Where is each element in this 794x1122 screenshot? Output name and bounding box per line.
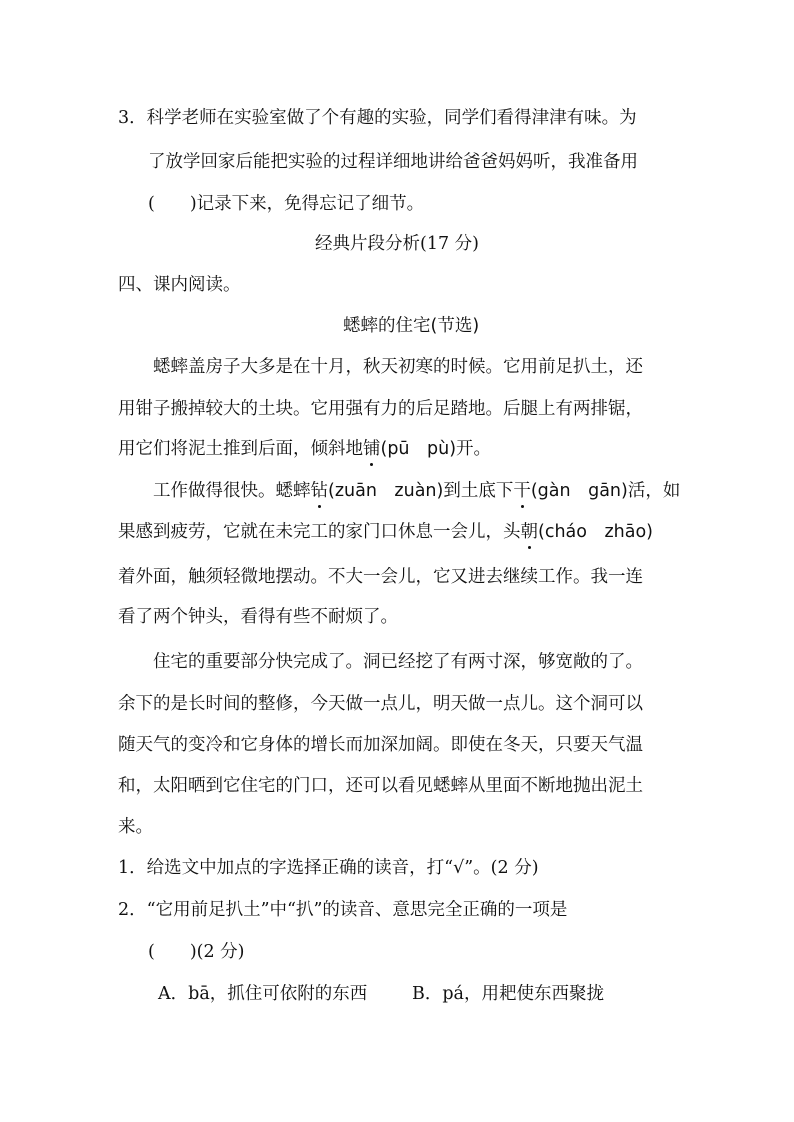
question-1: 1．给选文中加点的字选择正确的读音，打“√”。(2 分) xyxy=(118,858,539,878)
question-2-line-1: 2．“它用前足扒土”中“扒”的读音、意思完全正确的一项是 xyxy=(118,900,568,920)
question-3-line-2: 了放学回家后能把实验的过程详细地讲给爸爸妈妈听，我准备用 xyxy=(148,152,638,172)
p2-line-2-text-a: 果感到疲劳，它就在未完工的家门口休息一会儿，头 xyxy=(118,522,521,542)
passage-p3-line-3: 随天气的变冷和它身体的增长而加深加阔。即使在冬天，只要天气温 xyxy=(118,735,643,755)
question-2-option-a: A．bā，抓住可依附的东西 xyxy=(158,984,368,1004)
passage-p1-line-1: 蟋蟀盖房子大多是在十月，秋天初寒的时候。它用前足扒土，还 xyxy=(153,357,643,377)
dotted-char-pu: 铺 xyxy=(363,439,381,459)
passage-p2-line-1 xyxy=(153,479,680,503)
question-3-line-3: ( )记录下来，免得忘记了细节。 xyxy=(148,194,425,214)
p1-line-3-text-b: (pū pù)开。 xyxy=(380,439,492,459)
passage-p2-line-3: 着外面，触须轻微地摆动。不大一会儿，它又进去继续工作。我一连 xyxy=(118,567,643,587)
p1-line-3-text-a: 用它们将泥土推到后面，倾斜地 xyxy=(118,439,363,459)
question-3-line-1: 3．科学老师在实验室做了个有趣的实验，同学们看得津津有味。为 xyxy=(118,108,637,128)
question-2-line-2: ( )(2 分) xyxy=(148,942,245,962)
passage-p3-line-5: 来。 xyxy=(118,817,153,837)
passage-p3-line-1: 住宅的重要部分快完成了。洞已经挖了有两寸深，够宽敞的了。 xyxy=(153,652,643,672)
passage-p1-line-2: 用钳子搬掉较大的土块。它用强有力的后足踏地。后腿上有两排锯， xyxy=(118,399,643,419)
passage-p3-line-2: 余下的是长时间的整修，今天做一点儿，明天做一点儿。这个洞可以 xyxy=(118,694,643,714)
passage-p3-line-4: 和，太阳晒到它住宅的门口，还可以看见蟋蟀从里面不断地抛出泥土 xyxy=(118,776,643,796)
dotted-char-chao: 朝 xyxy=(520,522,538,542)
passage-p2-line-2 xyxy=(118,520,653,544)
p2-line-1-text-a: 工作做得很快。蟋蟀 xyxy=(153,481,311,501)
p2-line-1-text-b: (zuān zuàn)到土底下 xyxy=(328,481,514,501)
p2-line-2-text-b: (cháo zhāo) xyxy=(538,522,654,542)
dotted-char-zuan: 钻 xyxy=(310,481,328,501)
section-title: 经典片段分析(17 分) xyxy=(315,234,479,254)
question-2-option-b: B．pá，用耙使东西聚拢 xyxy=(412,984,604,1004)
passage-p2-line-4: 看了两个钟头，看得有些不耐烦了。 xyxy=(118,607,398,627)
p2-line-1-text-c: (gàn gān)活，如 xyxy=(530,481,681,501)
passage-title: 蟋蟀的住宅(节选) xyxy=(343,316,480,336)
dotted-char-gan: 干 xyxy=(513,481,531,501)
part-4-heading: 四、课内阅读。 xyxy=(118,275,241,295)
passage-p1-line-3 xyxy=(118,437,491,461)
